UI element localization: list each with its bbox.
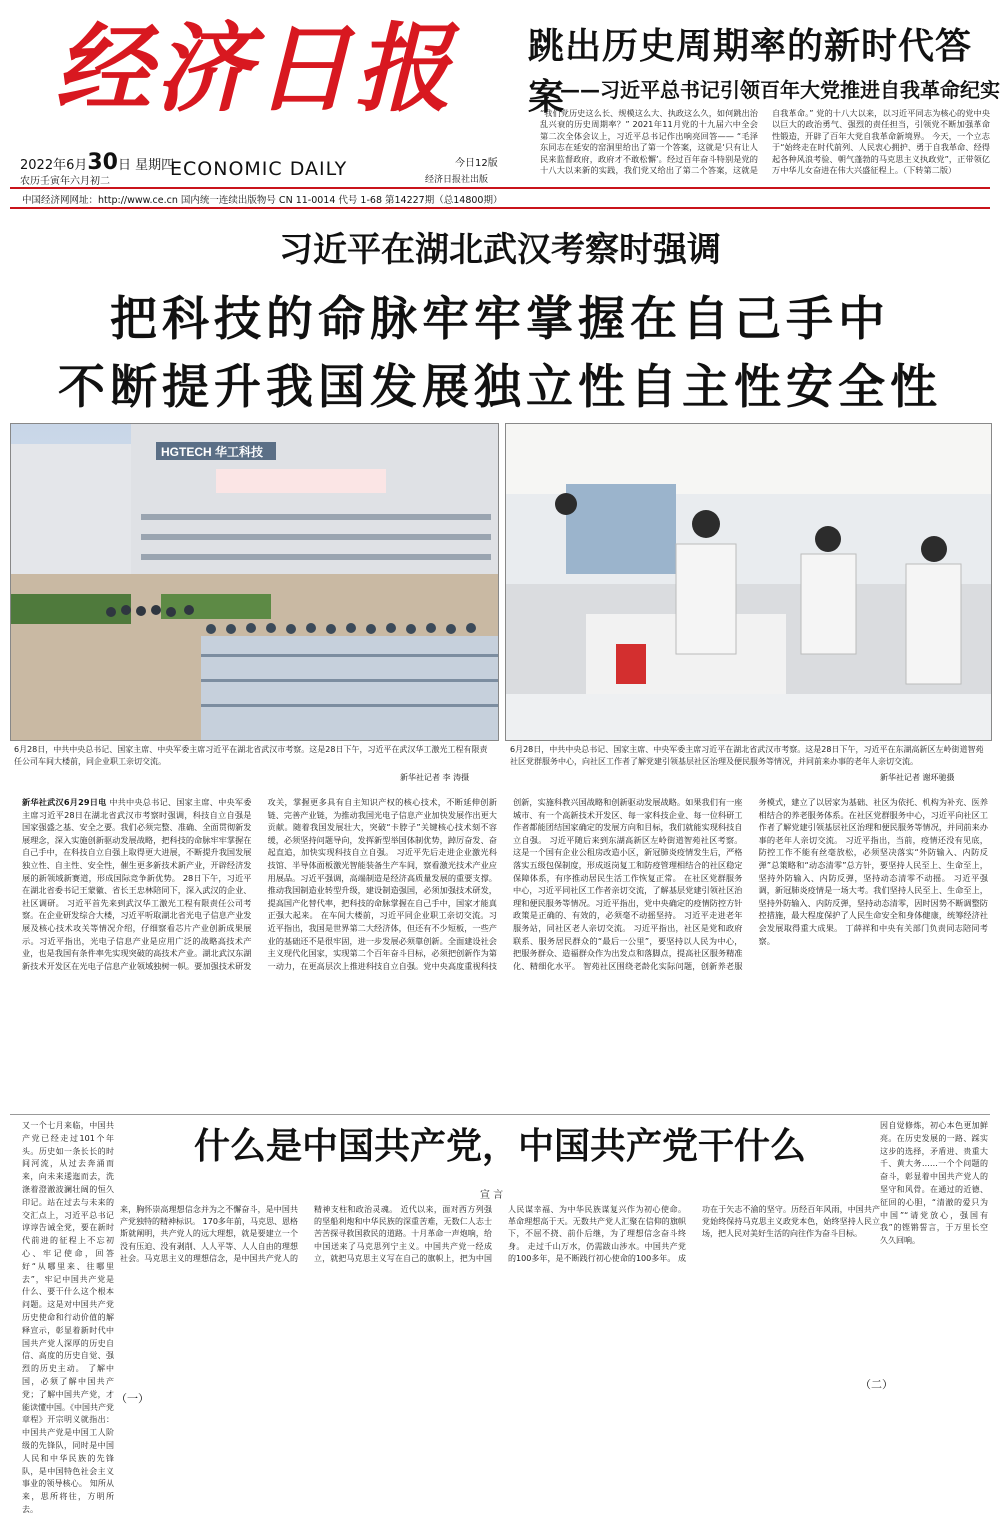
infobar-rule [10,207,990,209]
top-story-subtitle: ——习近平总书记引领百年大党推进自我革命纪实 [560,78,1000,102]
essay-separator [10,1114,990,1115]
photo-credit-left: 新华社记者 李 涛摄 [400,773,470,782]
top-story-body: “我们党历史这么长、规模这么大、执政这么久，如何跳出治乱兴衰的历史周期率？” 2021年11月党的十九届六中全会第二次全体会议上，习近平总书记作出响亮回答—— “毛泽东同志在延安的窑洞里给出了第一个答案，这就是‘只有让人民来监督政府，政府才不敢松懈’。经过百年奋斗特别是党的十八大以来新的实践，我们党又给出了第二个答案，这就是自我革命。” 党的十八大以来，以习近平同志为核心的党中央以巨大的政治勇气、强烈的责任担当，引领党不断加强革命性锻造，开辟了百年大党自我革命新境界。 今天，一个立志于“始终走在时代前列、人民衷心拥护、勇于自我革命、经得起各种风浪考验、朝气蓬勃的马克思主义执政党”，正带领亿万中华儿女奋进在伟大兴盛征程上。（下转第二版） [540,108,990,176]
newspaper-logo: 经济日报 [55,12,455,125]
photo-factory-illustration [11,424,498,740]
factory-sign: HGTECH 华工科技 [161,445,264,459]
photo-caption-left: 6月28日，中共中央总书记、国家主席、中央军委主席习近平在湖北省武汉市考察。这是28日下午，习近平在武汉华工激光工程有限责任公司车间大楼前，同企业职工亲切交流。 [14,745,488,766]
article-text: 中共中央总书记、国家主席、中央军委主席习近平28日在湖北省武汉市考察时强调，科技自立自强是国家强盛之基、安全之要。我们必须完整、准确、全面贯彻新发展理念，深入实施创新驱动发展战略，把科技的命脉牢牢掌握在自己手中，在科技自立自强上取得更大进展，不断提升我国发展独立性、自主性、安全性，催生更多新技术新产业，开辟经济发展的新领域新赛道，形成国际竞争新优势。 28日下午，习近平在湖北省委书记王蒙徽、省长王忠林陪同下，深入武汉的企业、社区调研。 习近平首先来到武汉华工激光工程有限责任公司考察。在企业研发综合大楼，习近平听取湖北省光电子信息产业发展及核心技术攻关等情况介绍，仔细察看芯片产业创新成果展示。习近平指出，光电子信息产业是应用广泛的战略高技术产业，也是我国有条件率先实现突破的高技术产业。湖北武汉东湖新技术开发区在光电子信息产业领域独树一帜。要加强技术研发攻关，掌握更多具有自主知识产权的核心技术，不断延伸创新链、完善产业链，为推动我国光电子信息产业加快发展作出更大贡献。随着我国发展壮大，突破“卡脖子”关键核心技术刻不容缓，必须坚持问题导向，发挥新型举国体制优势，踔厉奋发、奋起直追，加快实现科技自立自强。 习近平先后走进企业激光科技馆、半导体面板激光智能装备生产车间，察看激光技术产业应用展品。习近平强调，高端制造是经济高质量发展的重要支撑。推动我国制造业转型升级，建设制造强国，必须加强技术研发，提高国产化替代率，把科技的命脉掌握在自己手中，国家才能真正强大起来。 在车间大楼前，习近平同企业职工亲切交流。习近平指出，我国是世界第二大经济体，但还有不少短板，一些产业的基础还不是很牢固，进一步发展必须靠创新。全面建设社会主义现代化国家，实现第二个百年奋斗目标，必须把创新作为第一动力，在更高层次上推进科技自立自强。党中央高度重视科技创新，实施科教兴国战略和创新驱动发展战略。如果我们有一座城市、有一个高新技术开发区、每一家科技企业、每一位科研工作者都能团结国家确定的发展方向和目标，我们就能实现科技自立自强。 习近平随后来到东湖高新区左岭街道智苑社区考察。这是一个国有企业公租房改造小区，新冠肺炎疫情发生后，严格落实五级包保制度，形成返岗复工和防疫管理相结合的社区稳定保障体系，有序推动居民生活工作恢复正常。 在社区党群服务中心，习近平同社区工作者亲切交流，了解基层党建引领社区治理和便民服务等情况。习近平指出，党中央确定的疫情防控方针政策是正确的、有效的，必须毫不动摇坚持。 习近平走进老年服务站，同社区老人亲切交流。 习近平指出，社区是党和政府联系、服务居民群众的“最后一公里”，要坚持以人民为中心，把服务群众、造福群众作为出发点和落脚点，提高社区服务精准化、精细化水平。 智苑社区围绕老龄化实际问题，创新养老服务模式，建立了以居家为基础、社区为依托、机构为补充、医养相结合的养老服务体系。在社区党群服务中心，习近平向社区工作者了解党建引领基层社区治理和便民服务等情况，并同前来办事的老年人亲切交流。 习近平指出，当前，疫情还没有见底，防控工作不能有丝毫放松，必须坚决落实“外防输入、内防反弹”总策略和“动态清零”总方针，要坚持人民至上、生命至上，坚持外防输入、内防反弹，坚持动态清零不动摇。 习近平强调，新冠肺炎疫情是一场大考。我们坚持人民至上、生命至上，坚持外防输入、内防反弹，坚持动态清零，因时因势不断调整防控措施，最大程度保护了人民生命安全和身体健康，统筹经济社会发展取得重大成果。 丁薛祥和中央有关部门负责同志陪同考察。 [22,797,988,971]
top-story-title: 跳出历史周期率的新时代答案 [528,26,973,118]
publisher: 经济日报社出版 [425,175,489,185]
page-count: 今日12版 [455,158,498,169]
essay-section-1: （一） [116,1392,149,1405]
photo-credit-right: 新华社记者 谢环驰摄 [880,773,955,782]
weekday: 日 星期四 [117,158,175,173]
essay-body: 来，胸怀崇高理想信念并为之不懈奋斗，是中国共产党独特的精神标识。 170多年前，马克思、恩格斯就阐明，共产党人的远大理想，就是要建立一个没有压迫、没有剥削、人人平等、人人自由的理想社会。马克思主义的理想信念，是中国共产党人的精神支柱和政治灵魂。 近代以来，面对西方列强的坚船利炮和中华民族的深重苦难，无数仁人志士苦苦探寻救国救民的道路。十月革命一声炮响，给中国送来了马克思列宁主义。中国共产党一经成立，就把马克思主义写在自己的旗帜上，把为中国人民谋幸福、为中华民族谋复兴作为初心使命。 革命理想高于天。无数共产党人汇聚在信仰的旗帜下，不屈不挠、前仆后继，为了理想信念奋斗终身。 走过千山万水，仍需跋山涉水。中国共产党的100多年，是不断践行初心使命的100多年。 成功在于矢志不渝的坚守。历经百年风雨，中国共产党始终保持马克思主义政党本色，始终坚持人民立场，把人民对美好生活的向往作为奋斗目标。 [120,1205,880,1263]
date-prefix: 2022年6月 [20,158,88,173]
date-day: 30 [87,150,118,175]
lunar-date: 农历壬寅年六月初二 [20,176,110,187]
photo-factory [10,423,499,741]
essay-title: 什么是中国共产党，中国共产党干什么 [193,1126,806,1167]
article-dateline: 新华社武汉6月29日电 [22,797,107,807]
essay-left-column: 又一个七月来临，中国共产党已经走过101个年头。历史如一条长长的时间河流，从过去奔涌而来，向未来逶迤而去，洗涤着澄澈波澜壮阔的恒久印记。站在过去与未来的交汇点上，习近平总书记谆谆告诫全党，要在新时代前进的征程上不忘初心、牢记使命，回答好“从哪里来、往哪里去”，牢记中国共产党是什么、要干什么这个根本问题。这是对中国共产党历史使命和行动价值的解释宣示，彰显着新时代中国共产党人深厚的历史自信、高度的历史自觉、强烈的历史主动。 了解中国，必须了解中国共产党；了解中国共产党，才能读懂中国。《中国共产党章程》开宗明义就指出：中国共产党是中国工人阶级的先锋队，同时是中国人民和中华民族的先锋队，是中国特色社会主义事业的领导核心。 知所从来，思所将往，方明所去。 [22,1121,114,1514]
essay-author: 宣 言 [480,1190,504,1201]
lead-headline-1: 把科技的命脉牢牢掌握在自己手中 [110,292,890,347]
photo-community [505,423,992,741]
lead-kicker: 习近平在湖北武汉考察时强调 [279,230,721,270]
photo-caption-right: 6月28日，中共中央总书记、国家主席、中央军委主席习近平在湖北省武汉市考察。这是28日下午，习近平在东湖高新区左岭街道智苑社区党群服务中心，向社区工作者了解党建引领基层社区治理及便民服务等情况，并同前来办事的老年人亲切交流。 [510,745,984,766]
lead-headline-2: 不断提升我国发展独立性自主性安全性 [58,360,942,415]
english-name: ECONOMIC DAILY [170,158,348,180]
info-bar: 中国经济网网址：http://www.ce.cn 国内统一连续出版物号 CN 11-0014 代号 1-68 第14227期（总14800期） [22,195,503,206]
essay-section-2: （二） [860,1378,893,1391]
essay-right-column: 因自觉修炼，初心本色更加鲜亮。在历史发展的一路、踩实这步的选择，矛盾进、贵重大千、黄大务……一个个问题的奋斗，彰显着中国共产党人的坚守和风骨。在通过的近德、征回的心胆，“清澈的爱只为中国”“请党放心，强国有我”的铿锵誓言，于万里长空久久回响。 [880,1121,988,1246]
article-body [22,796,988,1112]
photo-community-illustration [506,424,991,740]
